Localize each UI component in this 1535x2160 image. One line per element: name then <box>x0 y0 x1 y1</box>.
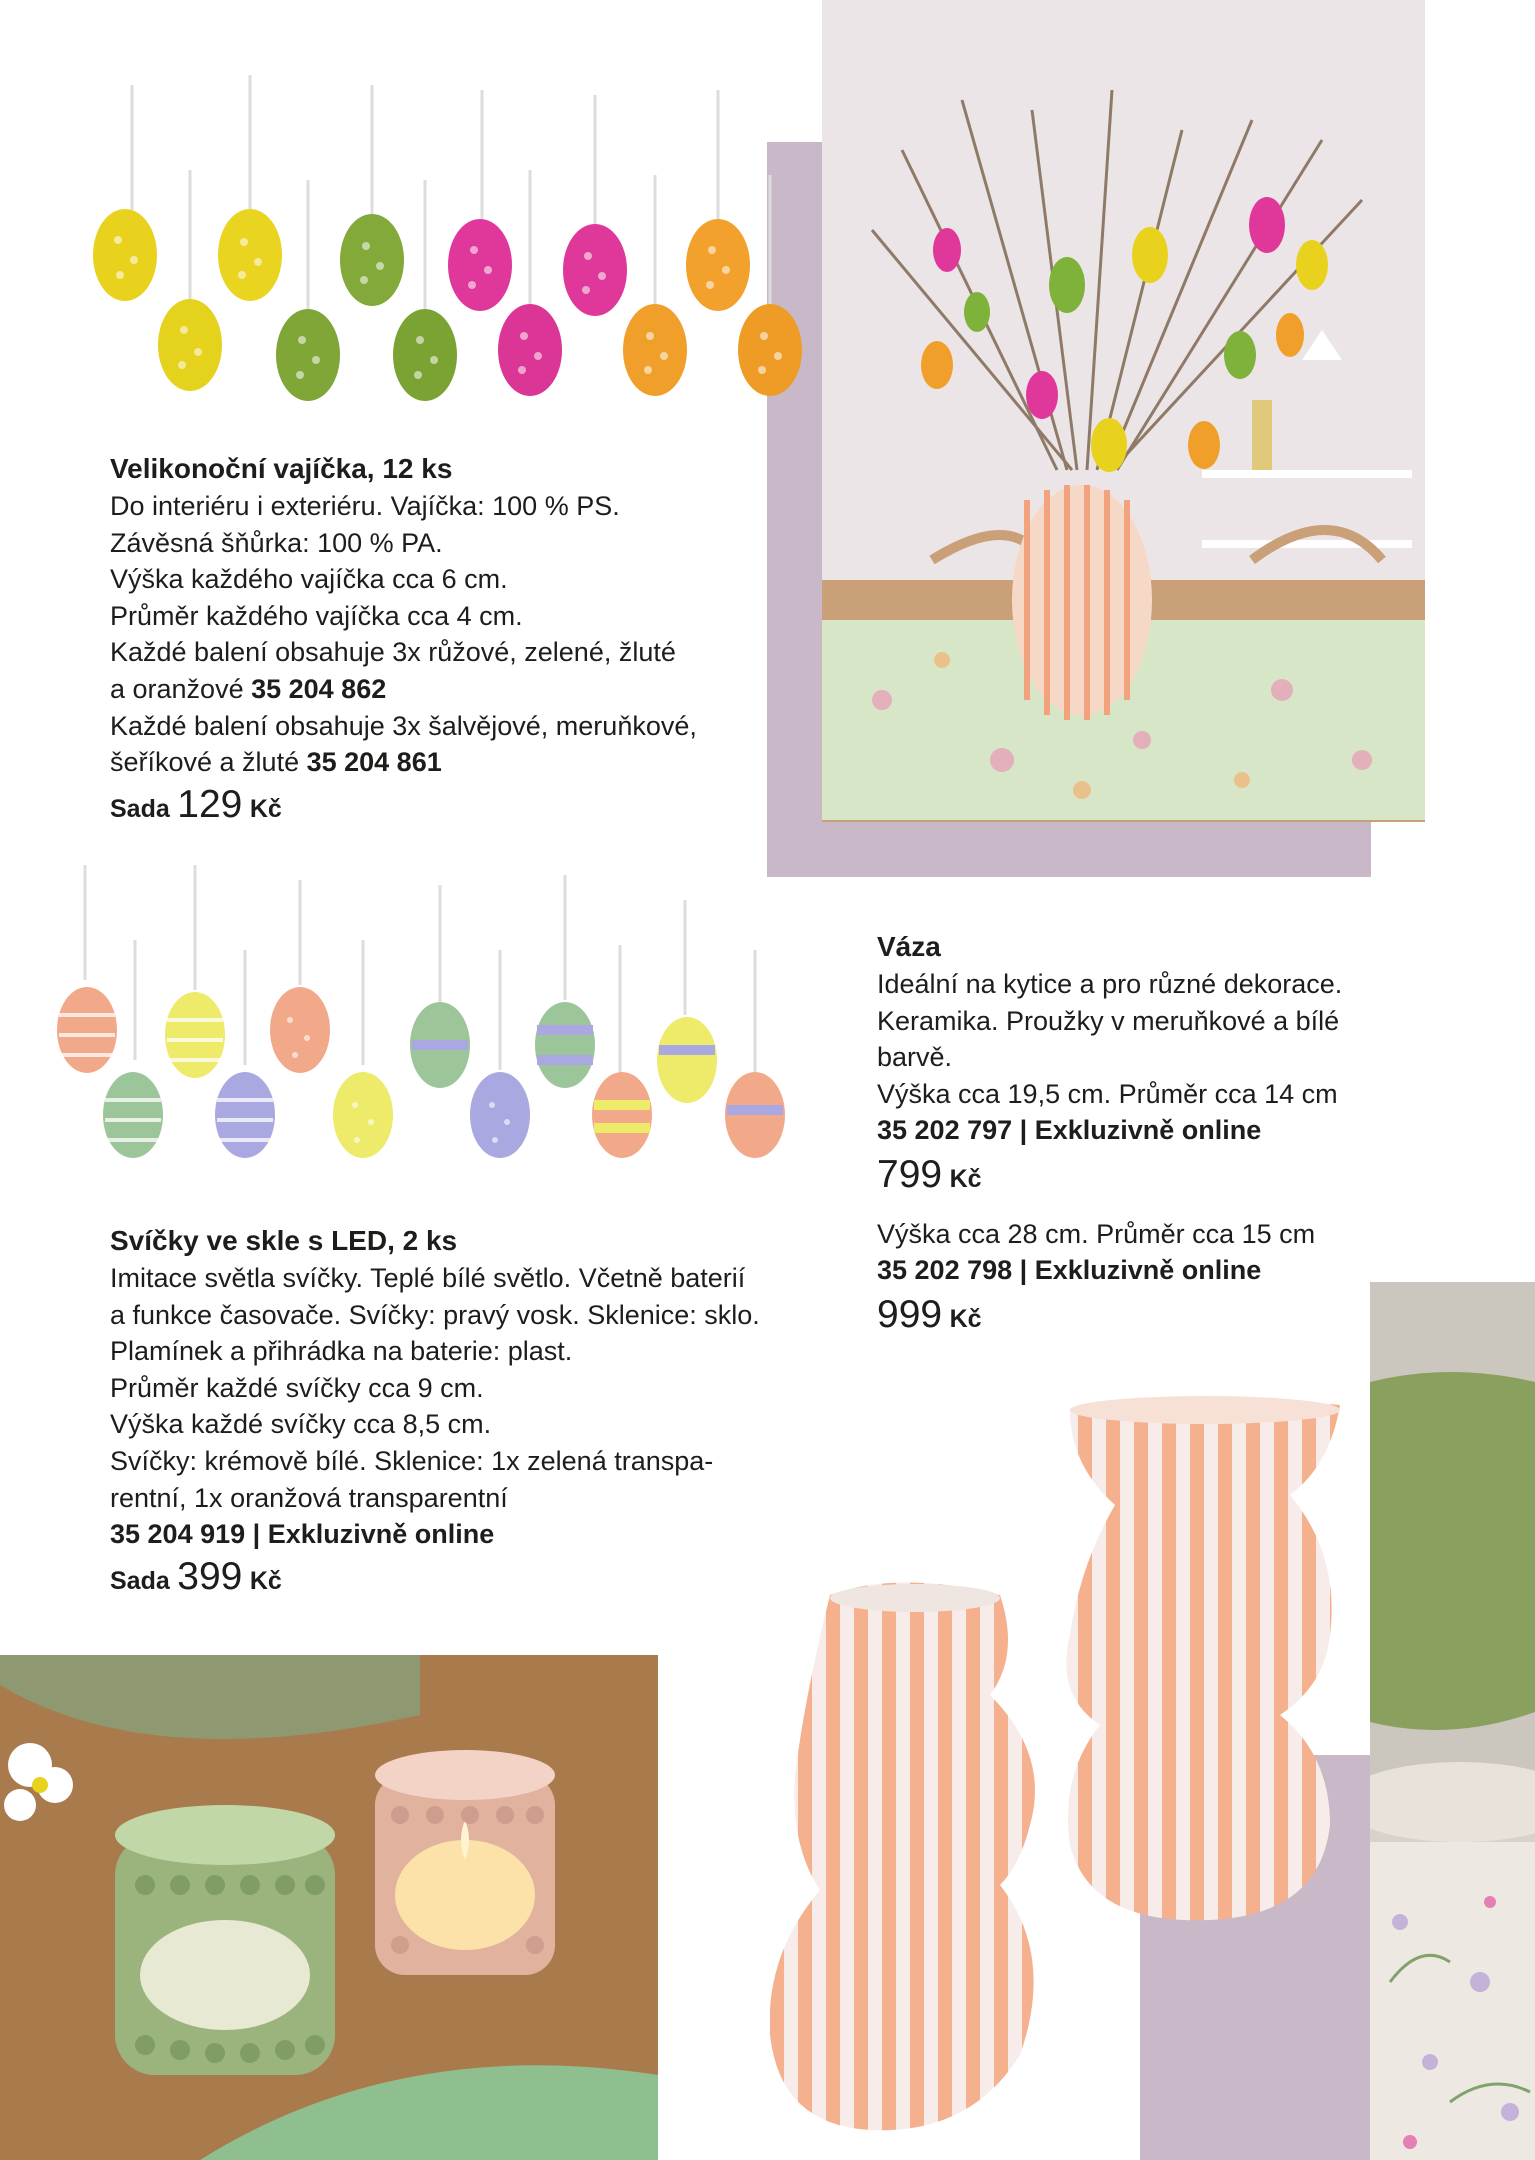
vase-line-3: barvě. <box>877 1042 953 1073</box>
candles-line-4: Průměr každé svíčky cca 9 cm. <box>110 1372 484 1403</box>
eggs-variant-2-line: Každé balení obsahuje 3x šalvějové, meruňkové, <box>110 710 697 741</box>
vase-code-1: 35 202 797 | Exkluzivně online <box>877 1115 1262 1146</box>
eggs-price <box>110 782 770 828</box>
vase-code-2: 35 202 798 | Exkluzivně online <box>877 1255 1262 1286</box>
eggs-variant-2-code: 35 204 861 <box>306 747 442 778</box>
eggs-variant-2 <box>110 744 770 781</box>
candles-line-7: rentní, 1x oranžová transparentní <box>110 1482 508 1513</box>
candles-price-currency: Kč <box>249 1566 282 1595</box>
candles-price-value: 399 <box>177 1554 243 1598</box>
candles-line-1: Imitace světla svíčky. Teplé bílé světlo. Včetně baterií <box>110 1263 746 1293</box>
eggs-description <box>110 450 770 827</box>
candles-price-label: Sada <box>110 1566 170 1595</box>
candles-line-5: Výška každé svíčky cca 8,5 cm. <box>110 1409 492 1440</box>
candles-line-2: a funkce časovače. Svíčky: pravý vosk. Sklenice: sklo. <box>110 1299 760 1330</box>
eggs-variant-2-text: šeříkové a žluté <box>110 747 307 778</box>
eggs-variant-1-code: 35 204 862 <box>251 673 387 704</box>
candles-line-3: Plamínek a přihrádka na baterie: plast. <box>110 1336 573 1367</box>
vase-price-2 <box>877 1292 1437 1338</box>
eggs-line-3: Výška každého vajíčka cca 6 cm. <box>110 564 508 595</box>
vase-line-1: Ideální na kytice a pro různé dekorace. <box>877 969 1343 999</box>
candles-price <box>110 1554 790 1600</box>
eggs-price-currency: Kč <box>249 794 282 823</box>
eggs-price-label: Sada <box>110 794 170 823</box>
tableware-photo-edge <box>1370 1282 1535 2160</box>
vase-line-2: Keramika. Proužky v meruňkové a bílé <box>877 1005 1340 1036</box>
eggs-line-1: Do interiéru i exteriéru. Vajíčka: 100 % PS. <box>110 491 620 521</box>
vase-description <box>877 928 1437 1337</box>
eggs-line-5: Každé balení obsahuje 3x růžové, zelené, žluté <box>110 637 676 668</box>
candles-line-6: Svíčky: krémově bílé. Sklenice: 1x zelená transpa- <box>110 1445 714 1476</box>
eggs-variant-1-text: a oranžové <box>110 673 252 704</box>
vase-size-2: Výška cca 28 cm. Průměr cca 15 cm <box>877 1218 1316 1249</box>
eggs-variant-1 <box>110 671 770 708</box>
vase-price-1-value: 799 <box>877 1152 943 1196</box>
easter-eggs-pastel-image <box>45 860 805 1180</box>
vase-price-2-value: 999 <box>877 1292 943 1336</box>
candles-title: Svíčky ve skle s LED, 2 ks <box>110 1225 458 1256</box>
easter-eggs-bright-image <box>80 60 810 420</box>
candles-description <box>110 1222 790 1599</box>
eggs-title: Velikonoční vajíčka, 12 ks <box>110 453 453 484</box>
striped-vases-image <box>770 1395 1340 2160</box>
vase-title: Váza <box>877 931 941 962</box>
candles-code: 35 204 919 | Exkluzivně online <box>110 1519 495 1550</box>
vase-with-branches-photo <box>822 0 1425 822</box>
vase-price-1 <box>877 1152 1437 1198</box>
candles-photo <box>0 1655 658 2160</box>
vase-price-1-currency: Kč <box>949 1164 982 1193</box>
eggs-line-4: Průměr každého vajíčka cca 4 cm. <box>110 600 523 631</box>
eggs-price-value: 129 <box>177 782 243 826</box>
vase-line-4: Výška cca 19,5 cm. Průměr cca 14 cm <box>877 1078 1338 1109</box>
eggs-line-2: Závěsná šňůrka: 100 % PA. <box>110 527 443 558</box>
vase-price-2-currency: Kč <box>949 1304 982 1333</box>
